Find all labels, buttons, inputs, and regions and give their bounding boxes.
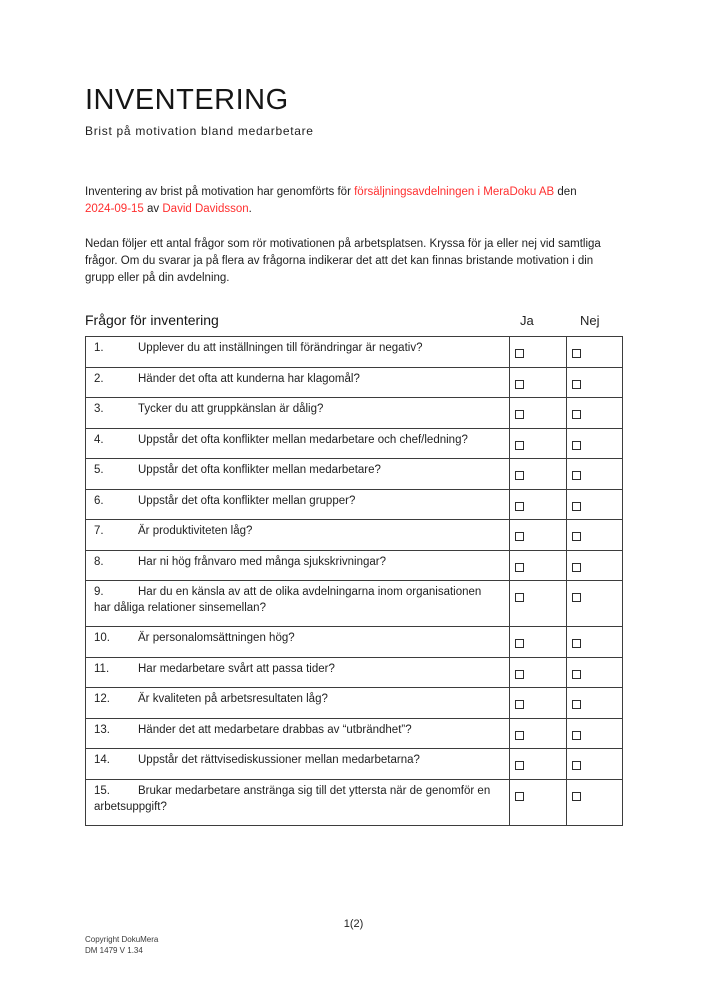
table-row [86, 718, 623, 749]
survey-heading: Frågor för inventering [85, 312, 219, 329]
nej-cell [567, 489, 623, 520]
intro-text: Inventering av brist på motivation har genomförts för [85, 186, 355, 198]
nej-checkbox[interactable] [572, 410, 581, 419]
question-number: 3. [94, 403, 104, 416]
nej-cell [567, 779, 623, 825]
filled-in-value: 2024-09-15 [85, 203, 144, 216]
question-cell [86, 367, 510, 398]
nej-cell [567, 688, 623, 719]
table-row [86, 459, 623, 490]
question-text: Är produktiviteten låg? [138, 525, 253, 538]
question-cell [86, 428, 510, 459]
ja-checkbox[interactable] [515, 410, 524, 419]
nej-checkbox[interactable] [572, 670, 581, 679]
nej-cell [567, 459, 623, 490]
column-header-nej: Nej [580, 313, 600, 329]
table-row [86, 489, 623, 520]
table-row [86, 581, 623, 627]
nej-checkbox[interactable] [572, 380, 581, 389]
question-cell [86, 550, 510, 581]
nej-cell [567, 749, 623, 780]
ja-cell [510, 749, 567, 780]
ja-cell [510, 688, 567, 719]
question-number: 12. [94, 693, 110, 706]
column-header-ja: Ja [520, 313, 534, 329]
ja-checkbox[interactable] [515, 532, 524, 541]
question-cell [86, 749, 510, 780]
nej-cell [567, 550, 623, 581]
page-subtitle: Brist på motivation bland medarbetare [85, 124, 314, 138]
question-number: 15. [94, 784, 110, 797]
question-cell [86, 489, 510, 520]
question-cell [86, 398, 510, 429]
nej-checkbox[interactable] [572, 639, 581, 648]
intro-text: av [143, 203, 163, 216]
ja-cell [510, 779, 567, 825]
nej-cell [567, 520, 623, 551]
table-row [86, 367, 623, 398]
question-number: 5. [94, 464, 104, 477]
nej-cell [567, 337, 623, 368]
nej-cell [567, 367, 623, 398]
table-row [86, 550, 623, 581]
table-row [86, 627, 623, 658]
nej-checkbox[interactable] [572, 563, 581, 572]
question-text: Uppstår det ofta konflikter mellan medarbetare och chef/ledning? [138, 433, 468, 446]
ja-checkbox[interactable] [515, 441, 524, 450]
nej-checkbox[interactable] [572, 731, 581, 740]
nej-checkbox[interactable] [572, 700, 581, 709]
ja-cell [510, 581, 567, 627]
ja-checkbox[interactable] [515, 792, 524, 801]
ja-cell [510, 367, 567, 398]
ja-checkbox[interactable] [515, 639, 524, 648]
ja-checkbox[interactable] [515, 593, 524, 602]
copyright-line: Copyright DokuMera [85, 935, 159, 944]
page-title: INVENTERING [85, 84, 289, 116]
question-number: 14. [94, 754, 110, 767]
survey-table [85, 336, 623, 826]
question-cell [86, 520, 510, 551]
question-cell [86, 581, 510, 627]
ja-cell [510, 337, 567, 368]
table-row [86, 657, 623, 688]
question-cell [86, 337, 510, 368]
filled-in-value: försäljningsavdelningen i MeraDoku AB [354, 186, 555, 198]
question-cell [86, 459, 510, 490]
table-row [86, 428, 623, 459]
question-number: 8. [94, 555, 104, 568]
question-number: 6. [94, 494, 104, 507]
intro-paragraph [85, 184, 607, 219]
table-row [86, 337, 623, 368]
question-text: Är personalomsättningen hög? [138, 632, 295, 645]
document-id-line: DM 1479 V 1.34 [85, 946, 143, 956]
ja-cell [510, 489, 567, 520]
question-number: 13. [94, 723, 110, 736]
question-number: 9. [94, 586, 104, 599]
ja-cell [510, 718, 567, 749]
ja-checkbox[interactable] [515, 563, 524, 572]
table-row [86, 779, 623, 825]
question-text: Har du en känsla av att de olika avdelningarna inom organisationen har dåliga relationer sinsemellan? [94, 586, 482, 614]
question-number: 11. [94, 662, 110, 675]
nej-checkbox[interactable] [572, 471, 581, 480]
table-row [86, 749, 623, 780]
question-number: 2. [94, 372, 104, 385]
table-row [86, 398, 623, 429]
question-text: Upplever du att inställningen till förändringar är negativ? [138, 342, 423, 355]
ja-cell [510, 459, 567, 490]
nej-cell [567, 657, 623, 688]
nej-checkbox[interactable] [572, 792, 581, 801]
intro-text: . [248, 203, 252, 216]
question-cell [86, 718, 510, 749]
ja-cell [510, 520, 567, 551]
ja-cell [510, 657, 567, 688]
question-number: 4. [94, 433, 104, 446]
question-cell [86, 779, 510, 825]
question-cell [86, 657, 510, 688]
table-row [86, 520, 623, 551]
ja-checkbox[interactable] [515, 380, 524, 389]
ja-checkbox[interactable] [515, 700, 524, 709]
ja-cell [510, 428, 567, 459]
intro-text: den [554, 186, 577, 198]
question-text: Har medarbetare svårt att passa tider? [138, 662, 335, 675]
question-text: Är kvaliteten på arbetsresultaten låg? [138, 693, 328, 706]
filled-in-value: David Davidsson [162, 203, 249, 216]
survey-header-row [85, 312, 622, 328]
table-row [86, 688, 623, 719]
ja-checkbox[interactable] [515, 349, 524, 358]
question-text: Tycker du att gruppkänslan är dålig? [138, 403, 324, 416]
question-text: Uppstår det ofta konflikter mellan medarbetare? [138, 464, 381, 477]
ja-cell [510, 398, 567, 429]
nej-cell [567, 581, 623, 627]
ja-checkbox[interactable] [515, 731, 524, 740]
question-cell [86, 688, 510, 719]
question-text: Har ni hög frånvaro med många sjukskrivningar? [138, 555, 387, 568]
question-text: Uppstår det rättvisediskussioner mellan medarbetarna? [138, 754, 420, 767]
page-number: 1(2) [343, 918, 364, 930]
nej-cell [567, 398, 623, 429]
question-text: Händer det ofta att kunderna har klagomål? [138, 372, 360, 385]
question-text: Brukar medarbetare anstränga sig till det yttersta när de genomför en arbetsuppgift? [94, 784, 491, 813]
question-number: 7. [94, 525, 104, 538]
nej-checkbox[interactable] [572, 761, 581, 770]
nej-cell [567, 718, 623, 749]
instructions-paragraph: Nedan följer ett antal frågor som rör motivationen på arbetsplatsen. Kryssa för ja eller nej vid samtliga frågor. Om du svarar ja på flera av frågorna indikerar det att det kan finnas bristande motivation i din grupp eller på din avdelning. [85, 237, 601, 284]
ja-cell [510, 627, 567, 658]
question-text: Händer det att medarbetare drabbas av “utbrändhet”? [138, 723, 412, 736]
ja-cell [510, 550, 567, 581]
question-text: Uppstår det ofta konflikter mellan grupper? [138, 494, 356, 507]
ja-checkbox[interactable] [515, 670, 524, 679]
ja-checkbox[interactable] [515, 502, 524, 511]
footer-copyright-block [85, 934, 158, 956]
nej-checkbox[interactable] [572, 349, 581, 358]
nej-cell [567, 627, 623, 658]
question-cell [86, 627, 510, 658]
ja-checkbox[interactable] [515, 761, 524, 770]
question-number: 10. [94, 632, 110, 645]
nej-checkbox[interactable] [572, 593, 581, 602]
question-number: 1. [94, 342, 104, 355]
nej-checkbox[interactable] [572, 441, 581, 450]
nej-cell [567, 428, 623, 459]
nej-checkbox[interactable] [572, 532, 581, 541]
ja-checkbox[interactable] [515, 471, 524, 480]
nej-checkbox[interactable] [572, 502, 581, 511]
